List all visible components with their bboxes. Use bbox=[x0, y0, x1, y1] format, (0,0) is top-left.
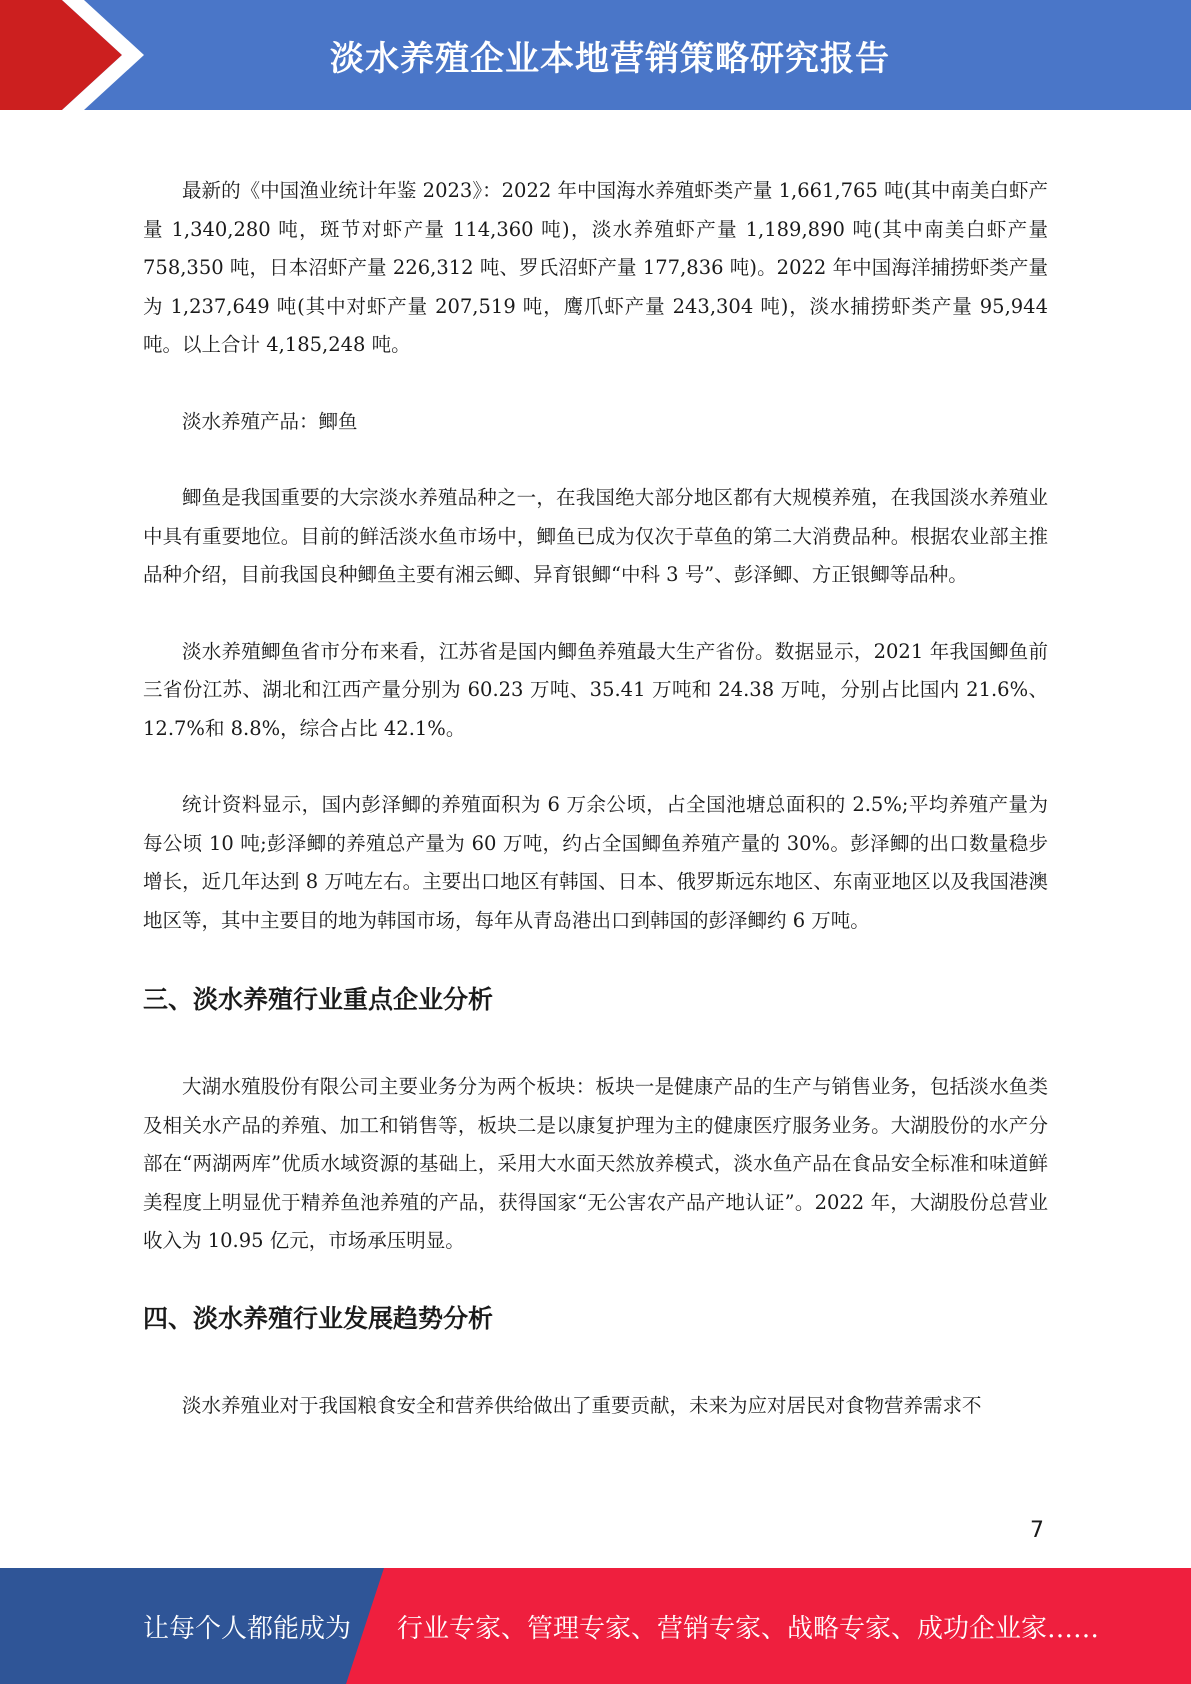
section-heading-development-trends: 四、淡水养殖行业发展趋势分析 bbox=[143, 1303, 494, 1333]
paragraph-pengze-statistics: 统计资料显示，国内彭泽鲫的养殖面积为 6 万余公顷，占全国池塘总面积的 2.5%;平均养殖产量为每公顷 10 吨;彭泽鲫的养殖总产量为 60 万吨，约占全国鲫鱼养殖产量的 30%。彭泽鲫的出口数量稳步增长，近几年达到 8 万吨左右。主要出口地区有韩国、日本、俄罗斯远东地区、东南亚地区以及我国港澳地区等，其中主要目的地为韩国市场，每年从青岛港出口到韩国的彭泽鲫约 6 万吨。 bbox=[143, 793, 1048, 932]
paragraph-dahu-company: 大湖水殖股份有限公司主要业务分为两个板块：板块一是健康产品的生产与销售业务，包括淡水鱼类及相关水产品的养殖、加工和销售等，板块二是以康复护理为主的健康医疗服务业务。大湖股份的水产分部在“两湖两库”优质水域资源的基础上，采用大水面天然放养模式，淡水鱼产品在食品安全标准和味道鲜美程度上明显优于精养鱼池养殖的产品，获得国家“无公害农产品产地认证”。2022 年，大湖股份总营业收入为 10.95 亿元，市场承压明显。 bbox=[143, 1075, 1048, 1252]
document-body bbox=[143, 172, 1048, 1425]
footer-slogan-right: 行业专家、管理专家、营销专家、战略专家、成功企业家…… bbox=[397, 1613, 1100, 1644]
section-heading-key-enterprises: 三、淡水养殖行业重点企业分析 bbox=[143, 985, 494, 1014]
page-header bbox=[0, 0, 1191, 110]
paragraph-trends-intro: 淡水养殖业对于我国粮食安全和营养供给做出了重要贡献，未来为应对居民对食物营养需求不 bbox=[182, 1393, 982, 1417]
report-title: 淡水养殖企业本地营销策略研究报告 bbox=[330, 38, 890, 79]
paragraph-shrimp-production: 最新的《中国渔业统计年鉴 2023》：2022 年中国海水养殖虾类产量 1,661,765 吨(其中南美白虾产量 1,340,280 吨，斑节对虾产量 114,360 吨)，淡水养殖虾产量 1,189,890 吨(其中南美白虾产量 758,350 吨，日本沼虾产量 226,312 吨、罗氏沼虾产量 177,836 吨)。2022 年中国海洋捕捞虾类产量为 1,237,649 吨(其中对虾产量 207,519 吨，鹰爪虾产量 243,304 吨)，淡水捕捞虾类产量 95,944 吨。以上合计 4,185,248 吨。 bbox=[143, 179, 1048, 356]
paragraph-province-distribution: 淡水养殖鲫鱼省市分布来看，江苏省是国内鲫鱼养殖最大生产省份。数据显示，2021 年我国鲫鱼前三省份江苏、湖北和江西产量分别为 60.23 万吨、35.41 万吨和 24.38 万吨，分别占比国内 21.6%、12.7%和 8.8%，综合占比 42.1%。 bbox=[143, 639, 1048, 740]
page-number: 7 bbox=[1030, 1518, 1044, 1543]
paragraph-crucian-carp-intro: 鲫鱼是我国重要的大宗淡水养殖品种之一，在我国绝大部分地区都有大规模养殖，在我国淡水养殖业中具有重要地位。目前的鲜活淡水鱼市场中，鲫鱼已成为仅次于草鱼的第二大消费品种。根据农业部主推品种介绍，目前我国良种鲫鱼主要有湘云鲫、异育银鲫“中科 3 号”、彭泽鲫、方正银鲫等品种。 bbox=[143, 486, 1048, 586]
paragraph-product-crucian-carp: 淡水养殖产品：鲫鱼 bbox=[182, 409, 358, 433]
page-footer bbox=[0, 1568, 1191, 1684]
footer-slogan-left: 让每个人都能成为 bbox=[143, 1613, 352, 1644]
